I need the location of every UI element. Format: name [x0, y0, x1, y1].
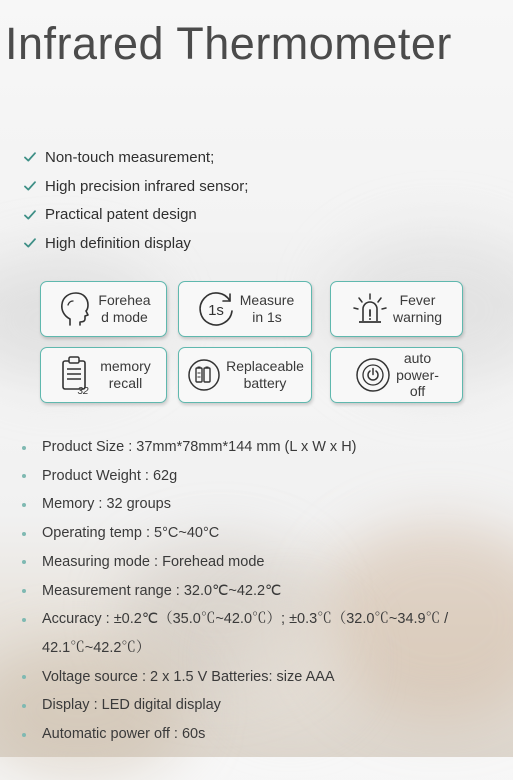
spec-item — [22, 490, 502, 519]
check-icon — [24, 152, 36, 162]
spec-list — [22, 433, 502, 749]
bullet-dot — [22, 675, 26, 679]
badge-forehead-mode — [40, 281, 167, 337]
svg-text:1s: 1s — [207, 302, 224, 319]
badge-label: Fever warning — [392, 292, 443, 325]
spec-text: Product Weight : 62g — [42, 467, 178, 484]
spec-item — [22, 433, 502, 462]
spec-item — [22, 462, 502, 491]
spec-text: Measuring mode : Forehead mode — [42, 553, 265, 570]
spec-text: Automatic power off : 60s — [42, 726, 206, 743]
spec-text: Measurement range : 32.0℃~42.2℃ — [42, 582, 282, 599]
feature-item — [24, 172, 248, 201]
page-title: Infrared Thermometer — [5, 18, 452, 69]
power-icon — [354, 356, 392, 394]
bullet-dot — [22, 704, 26, 708]
spec-text: Display : LED digital display — [42, 697, 221, 714]
svg-text:32: 32 — [77, 386, 89, 396]
spec-text: Accuracy : ±0.2℃（35.0℃~42.0℃）; ±0.3℃（32.0℃~34.9℃ / 42.1℃~42.2℃） — [42, 611, 449, 656]
badge-label: Forehea d mode — [98, 292, 151, 325]
badge-memory-recall — [40, 347, 167, 403]
spec-item — [22, 548, 502, 577]
feature-text: Non-touch measurement; — [45, 148, 215, 166]
bullet-dot — [22, 560, 26, 564]
spec-text: Voltage source : 2 x 1.5 V Batteries: size AAA — [42, 668, 335, 685]
badge-measure-speed — [178, 281, 312, 337]
bullet-dot — [22, 733, 26, 737]
badge-auto-power-off — [330, 347, 463, 403]
feature-item — [24, 200, 248, 229]
memory-clipboard-icon — [56, 354, 96, 396]
feature-item — [24, 143, 248, 172]
alarm-icon — [351, 289, 389, 329]
check-icon — [24, 181, 36, 191]
check-icon — [24, 238, 36, 248]
bullet-dot — [22, 474, 26, 478]
feature-text: Practical patent design — [45, 206, 197, 224]
spec-item — [22, 605, 502, 662]
feature-text: High precision infrared sensor; — [45, 177, 249, 195]
bullet-dot — [22, 618, 26, 622]
spec-text: Memory : 32 groups — [42, 496, 171, 513]
battery-icon — [186, 357, 222, 393]
feature-list — [24, 143, 248, 258]
spec-item — [22, 577, 502, 606]
badge-label: auto power- off — [396, 349, 439, 400]
feature-item — [24, 229, 248, 258]
spec-item — [22, 691, 502, 720]
spec-item — [22, 519, 502, 548]
badge-label: memory recall — [100, 358, 151, 391]
spec-text: Operating temp : 5°C~40°C — [42, 525, 220, 542]
bullet-dot — [22, 446, 26, 450]
badge-fever-warning — [330, 281, 463, 337]
bullet-dot — [22, 503, 26, 507]
one-second-icon — [196, 289, 236, 329]
head-profile-icon — [56, 289, 94, 329]
badge-label: Measure in 1s — [239, 292, 295, 325]
badge-replaceable-battery — [178, 347, 312, 403]
spec-item — [22, 663, 502, 692]
bullet-dot — [22, 532, 26, 536]
badge-label: Replaceable battery — [226, 358, 304, 391]
spec-text: Product Size : 37mm*78mm*144 mm (L x W x H) — [42, 439, 357, 455]
spec-item — [22, 720, 502, 749]
bullet-dot — [22, 589, 26, 593]
check-icon — [24, 210, 36, 220]
feature-text: High definition display — [45, 234, 191, 252]
